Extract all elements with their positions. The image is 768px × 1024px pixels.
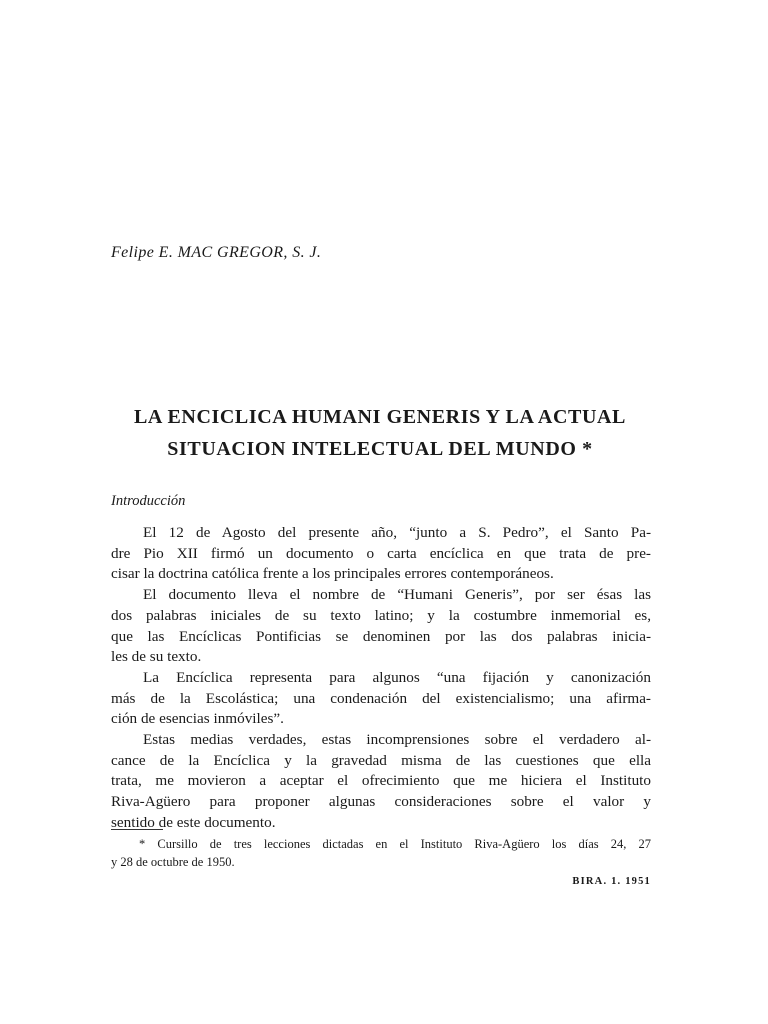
footnote-line: * Cursillo de tres lecciones dictadas en el Instituto Riva-Agüero los días 24, 27 (139, 837, 651, 851)
footnote-divider (111, 829, 163, 830)
article-title (100, 401, 660, 465)
paragraph (111, 730, 651, 834)
title-line-2: SITUACION INTELECTUAL DEL MUNDO * (167, 438, 593, 460)
text-line: cisar la doctrina católica frente a los principales errores contemporáneos. (111, 565, 554, 583)
footnote (111, 835, 651, 871)
section-heading: Introducción (111, 493, 186, 509)
text-line: les de su texto. (111, 648, 202, 666)
text-line: La Encíclica representa para algunos “una fijación y canonización (143, 668, 651, 686)
text-line: trata, me movieron a aceptar el ofrecimiento que me hiciera el Instituto (111, 772, 651, 790)
text-line: dos palabras iniciales de su texto latino; y la costumbre inmemorial es, (111, 606, 651, 624)
text-line: sentido de este documento. (111, 813, 276, 831)
text-line: El documento lleva el nombre de “Humani Generis”, por ser ésas las (143, 586, 651, 604)
text-line: ción de esencias inmóviles”. (111, 710, 284, 728)
footnote-line: y 28 de octubre de 1950. (111, 855, 235, 869)
body-text (111, 523, 651, 834)
text-line: más de la Escolástica; una condenación del existencialismo; una afirma- (111, 689, 651, 707)
text-line: Estas medias verdades, estas incomprensiones sobre el verdadero al- (143, 731, 651, 749)
page-signature: BIRA. 1. 1951 (572, 876, 651, 887)
text-line: El 12 de Agosto del presente año, “junto a S. Pedro”, el Santo Pa- (143, 524, 651, 541)
paragraph (111, 585, 651, 668)
text-line: que las Encíclicas Pontificias se denominen por las dos palabras inicia- (111, 627, 651, 645)
paragraph (111, 668, 651, 730)
author-line: Felipe E. MAC GREGOR, S. J. (111, 244, 322, 261)
paragraph (111, 523, 651, 585)
text-line: Riva-Agüero para proponer algunas consideraciones sobre el valor y (111, 793, 651, 811)
text-line: dre Pio XII firmó un documento o carta encíclica en que trata de pre- (111, 544, 651, 562)
title-line-1: LA ENCICLICA HUMANI GENERIS Y LA ACTUAL (133, 406, 626, 428)
text-line: cance de la Encíclica y la gravedad misma de las cuestiones que ella (111, 751, 651, 769)
